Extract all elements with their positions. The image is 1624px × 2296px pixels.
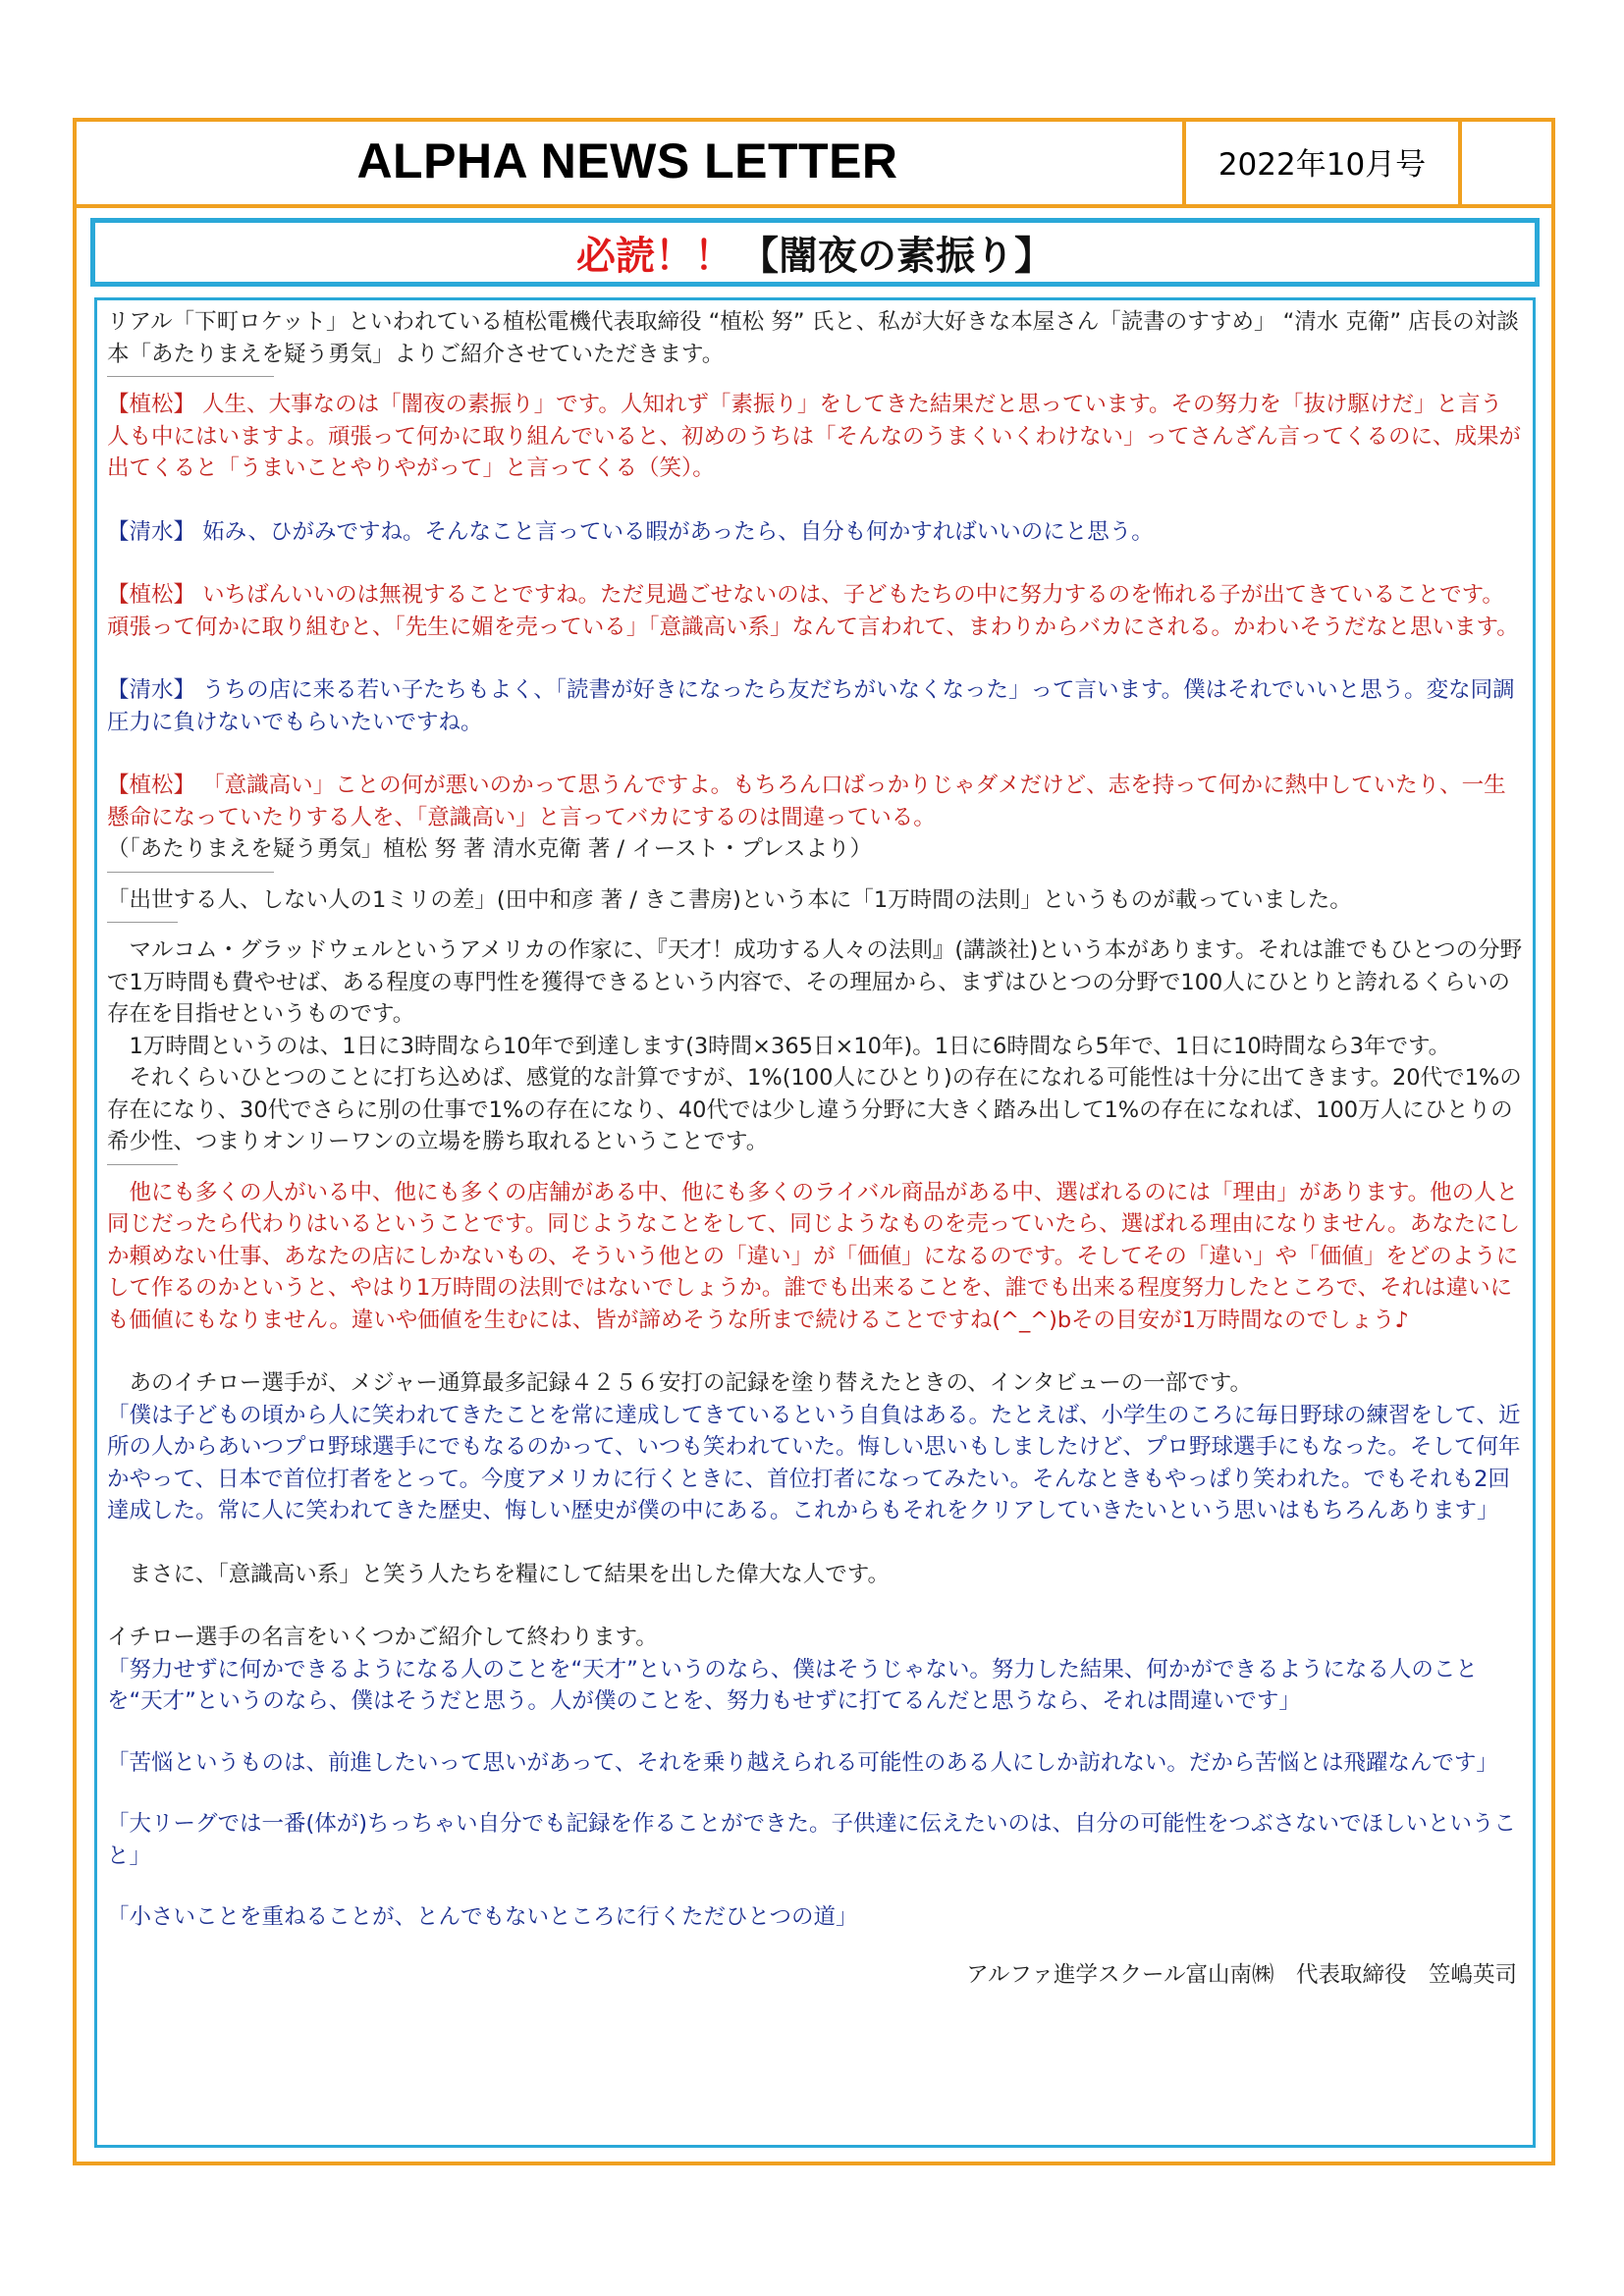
book-citation: （「あたりまえを疑う勇気」植松 努 著 清水克衛 著 / イースト・プレスより） (107, 836, 873, 862)
dialogue-shimizu-2: 【清水】 うちの店に来る若い子たちもよく、「読書が好きになったら友だちがいなくなった」って言います。僕はそれでいいと思う。変な同調圧力に負けないでもらいたいですね。 (107, 677, 1515, 735)
headline-banner (90, 218, 1540, 287)
issue-date: 2022年10月号 (1182, 118, 1462, 204)
dialogue-uematsu-3: 【植松】 「意識高い」ことの何が悪いのかって思うんですよ。もちろん口ばっかりじゃダメだけど、志を持って何かに熱中していたり、一生懸命になっていたりする人を、「意識高い」と言ってバカにするのは間違っている。 (107, 773, 1506, 830)
dialogue-uematsu-1: 【植松】 人生、大事なのは「闇夜の素振り」です。人知れず「素振り」をしてきた結果だと思っています。その努力を「抜け駆けだ」と言う人も中にはいますよ。頑張って何かに取り組んでいると、初めのうちは「そんなのうまくいくわけない」ってさんざん言ってくるのに、成果が出てくると「うまいことやりやがって」と言ってくる（笑）。 (107, 392, 1522, 481)
newsletter-header (73, 118, 1555, 208)
rule-paragraph-1: マルコム・グラッドウェルというアメリカの作家に、『天才！成功する人々の法則』(講談社)という本があります。それは誰でもひとつの分野で1万時間も費やせば、ある程度の専門性を獲得できるという内容で、その理屈から、まずはひとつの分野で100人にひとりと誇れるくらいの存在を目指せというものです。 (107, 937, 1523, 1027)
section-divider (107, 376, 274, 389)
great-person-note: まさに、「意識高い系」と笑う人たちを糧にして結果を出した偉大な人です。 (129, 1561, 890, 1587)
section-divider (107, 922, 178, 934)
rule-paragraph-3: それくらいひとつのことに打ち込めば、感覚的な計算ですが、1%(100人にひとり)の存在になれる可能性は十分に出てきます。20代で1%の存在になり、30代でさらに別の仕事で1%の存在になり、40代では少し違う分野に大きく踏み出して1%の存在になれば、100万人にひとりの希少性、つまりオンリーワンの立場を勝ち取れるということです。 (107, 1065, 1522, 1154)
intro-paragraph: リアル「下町ロケット」といわれている植松電機代表取締役 “植松 努” 氏と、私が大好きな本屋さん「読書のすすめ」 “清水 克衛” 店長の対談本「あたりまえを疑う勇気」よりご紹介させていただきます。 (107, 309, 1519, 367)
ichiro-interview: 「僕は子どもの頃から人に笑われてきたことを常に達成してきているという自負はある。たとえば、小学生のころに毎日野球の練習をして、近所の人からあいつプロ野球選手にでもなるのかって、いつも笑われていた。悔しい思いもしましたけど、プロ野球選手にもなった。そして何年かやって、日本で首位打者をとって。今度アメリカに行くときに、首位打者になってみたい。そんなときもやっぱり笑われた。でもそれも2回達成した。常に人に笑われてきた歴史、悔しい歴史が僕の中にある。これからもそれをクリアしていきたいという思いはもちろんあります」 (107, 1402, 1521, 1523)
ichiro-quote-1: 「努力せずに何かできるようになる人のことを“天才”というのなら、僕はそうじゃない。努力した結果、何かができるようになる人のことを“天才”というのなら、僕はそうだと思う。人が僕のことを、努力もせずに打てるんだと思うなら、それは間違いです」 (107, 1656, 1478, 1714)
reason-paragraph: 他にも多くの人がいる中、他にも多くの店舗がある中、他にも多くのライバル商品がある中、選ばれるのには「理由」があります。他の人と同じだったら代わりはいるということです。同じようなことをして、同じようなものを売っていたら、選ばれる理由になりません。あなたにしか頼めない仕事、あなたの店にしかないもの、そういう他との「違い」が「価値」になるのです。そしてその「違い」や「価値」をどのようにして作るのかというと、やはり1万時間の法則ではないでしょうか。誰でも出来ることを、誰でも出来る程度努力したところで、それは違いにも価値にもなりません。違いや価値を生むには、皆が諦めそうな所まで続けることですね(^_^)bその目安が1万時間なのでしょう♪ (107, 1179, 1521, 1333)
headline-topic: 【闇夜の素振り】 (739, 233, 1054, 279)
article-body (94, 297, 1536, 2148)
rule-paragraph-2: 1万時間というのは、1日に3時間なら10年で到達します(3時間×365日×10年)。1日に6時間なら5年で、1日に10時間なら3年です。 (129, 1033, 1451, 1059)
section-divider (107, 1164, 178, 1177)
author-signature: アルファ進学スクール富山南㈱ 代表取締役 笠嶋英司 (966, 1961, 1517, 1988)
ichiro-quote-2: 「苦悩というものは、前進したいって思いがあって、それを乗り越えられる可能性のある人にしか訪れない。だから苦悩とは飛躍なんです」 (107, 1749, 1498, 1776)
newsletter-title: ALPHA NEWS LETTER (356, 133, 898, 188)
book2-intro: 「出世する人、しない人の1ミリの差」(田中和彦 著 / きこ書房)という本に「1万時間の法則」というものが載っていました。 (107, 886, 1352, 913)
ichiro-quote-3: 「大リーグでは一番(体が)ちっちゃい自分でも記録を作ることができた。子供達に伝えたいのは、自分の可能性をつぶさないでほしいということ」 (107, 1811, 1517, 1869)
section-divider (107, 872, 274, 884)
dialogue-uematsu-2: 【植松】 いちばんいいのは無視することですね。ただ見過ごせないのは、子どもたちの中に努力するのを怖れる子が出てきていることです。頑張って何かに取り組むと、「先生に媚を売っている」「意識高い系」なんて言われて、まわりからバカにされる。かわいそうだなと思います。 (107, 582, 1519, 640)
must-read-label: 必読！！ (576, 233, 733, 279)
quotes-intro: イチロー選手の名言をいくつかご紹介して終わります。 (107, 1625, 658, 1650)
dialogue-shimizu-1: 【清水】 妬み、ひがみですね。そんなこと言っている暇があったら、自分も何かすればいいのにと思う。 (107, 518, 1154, 545)
ichiro-quote-4: 「小さいことを重ねることが、とんでもないところに行くただひとつの道」 (107, 1904, 858, 1930)
ichiro-intro: あのイチロー選手が、メジャー通算最多記録４２５６安打の記録を塗り替えたときの、インタビューの一部です。 (129, 1370, 1252, 1396)
